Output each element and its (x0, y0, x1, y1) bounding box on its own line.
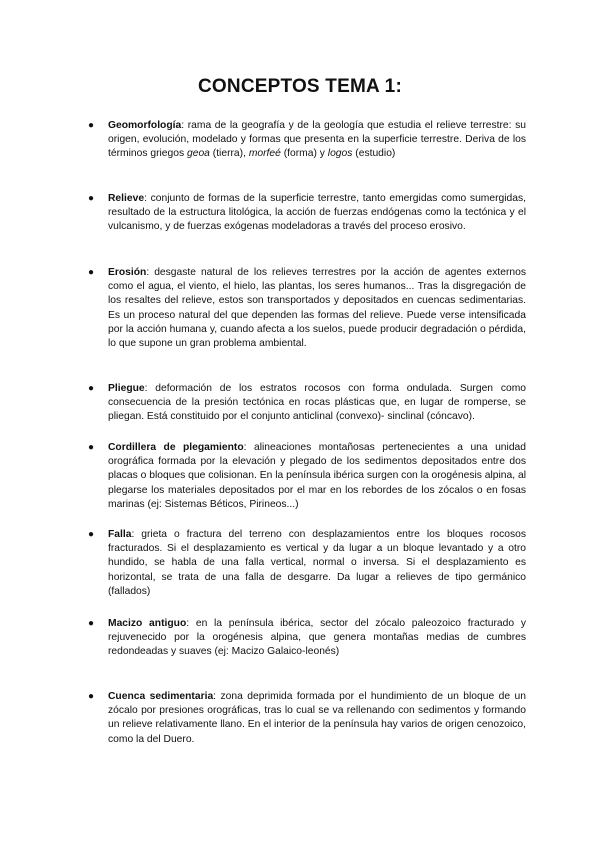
concept-definition: desgaste natural de los relieves terrestres por la acción de agentes externos como el agua, el viento, el hielo, las plantas, los seres humanos... Tras la disgregación de los resaltes del relieve, estos son transportados y depositados en cuencas sedimentarias. Es un proceso natural del que dependen las formas del relieve. Puede verse intensificada por la acción humana y, cuando afecta a los suelos, puede producir degradación o pérdida, lo que supone un gran problema ambiental. (108, 267, 526, 350)
concept-cordillera-de-plegamiento (88, 441, 526, 512)
concept-separator: : (213, 691, 217, 702)
greek-term: morfeé (248, 148, 281, 160)
bullet-icon: ● (88, 691, 95, 702)
concept-separator: : (243, 442, 247, 453)
concept-separator: : (181, 120, 185, 131)
concept-term: Falla (108, 529, 132, 540)
concept-definition: en la península ibérica, sector del zócalo paleozoico fracturado y rejuvenecido por la orogénesis alpina, que genera montañas medias de cumbres redondeadas y suaves (ej: Macizo Galaico-leonés) (108, 618, 526, 658)
greek-term: logos (327, 148, 353, 160)
concept-separator: : (186, 618, 190, 629)
concept-relieve (88, 192, 526, 235)
greek-gloss: (tierra), (209, 148, 249, 160)
bullet-icon: ● (88, 618, 95, 629)
concept-falla (88, 528, 526, 599)
concept-definition: conjunto de formas de la superficie terrestre, tanto emergidas como sumergidas, resultado de la estructura litológica, la acción de fuerzas endógenas como la tectónica y el vulcanismo, y de fuerzas exógenas modeladoras a través del proceso erosivo. (108, 193, 526, 233)
concept-definition: rama de la geografía y de la geología que estudia el relieve terrestre: su origen, evolución, modelado y formas que presenta en la superficie terrestre. Deriva de los términos griegos (108, 120, 526, 160)
concept-definition: deformación de los estratos rocosos con forma ondulada. Surgen como consecuencia de la presión tectónica en rocas plásticas que, en lugar de romperse, se pliegan. Está constituido por el conjunto anticlinal (convexo)- sinclinal (cóncavo). (108, 383, 526, 423)
concept-definition: zona deprimida formada por el hundimiento de un bloque de un zócalo por presiones orográficas, tras lo cual se va rellenando con sedimentos y formando un relieve relativamente llano. En el interior de la península hay varios de origen cenozoico, como la del Duero. (108, 691, 526, 745)
concept-separator: : (144, 383, 148, 394)
bullet-icon: ● (88, 193, 95, 204)
concept-separator: : (131, 529, 135, 540)
bullet-icon: ● (88, 383, 95, 394)
concept-term: Macizo antiguo (108, 618, 187, 629)
bullet-icon: ● (88, 267, 95, 278)
greek-gloss: (estudio) (352, 148, 396, 160)
greek-gloss: (forma) y (280, 148, 328, 160)
concept-term: Cuenca sedimentaria (108, 691, 214, 702)
greek-term: geoa (186, 148, 210, 160)
page-title: CONCEPTOS TEMA 1: (198, 76, 402, 97)
concept-term: Relieve (108, 193, 145, 204)
concept-macizo-antiguo (88, 617, 526, 660)
concept-definition: alineaciones montañosas pertenecientes a una unidad orográfica formada por la elevación y plegado de los sedimentos depositados entre dos placas o bloques que colisionan. En la península ibérica surgen con la orogénesis alpina, al plegarse los materiales depositados por el mar en los rebordes de los zócalos o en fosas marinas (ej: Sistemas Béticos, Pirineos...) (108, 442, 526, 510)
concept-separator: : (146, 267, 150, 278)
concept-definition: grieta o fractura del terreno con desplazamientos entre los bloques rocosos fracturados. Si el desplazamiento es vertical y da lugar a un bloque levantado y a otro hundido, se habla de una falla vertical, normal o inversa. Si el desplazamiento es horizontal, se trata de una falla de desgarre. Da lugar a relieves de tipo germánico (fallados) (108, 529, 526, 597)
concept-cuenca-sedimentaria (88, 690, 526, 747)
concept-pliegue (88, 382, 526, 425)
bullet-icon: ● (88, 120, 95, 131)
concept-geomorfologia (88, 119, 526, 162)
concept-term: Geomorfología (108, 120, 182, 131)
bullet-icon: ● (88, 442, 95, 453)
concept-erosion (88, 266, 526, 351)
concept-term: Erosión (108, 267, 147, 278)
concept-separator: : (144, 193, 147, 204)
bullet-icon: ● (88, 529, 95, 540)
concept-term: Pliegue (108, 383, 145, 394)
concept-term: Cordillera de plegamiento (108, 442, 244, 453)
